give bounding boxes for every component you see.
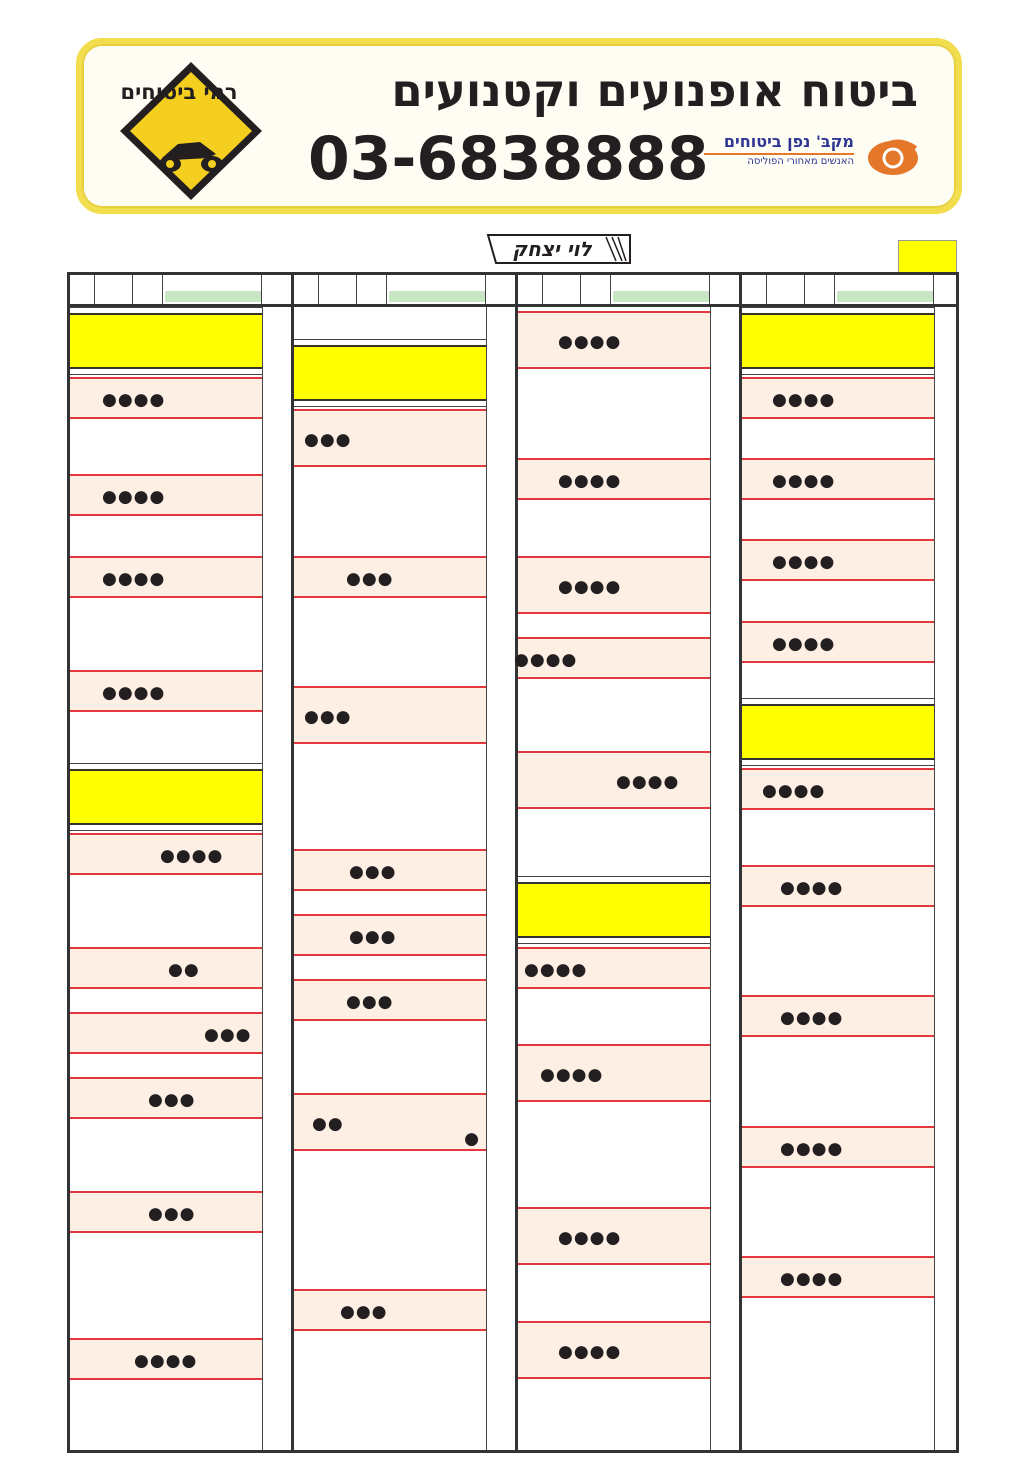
entry-row bbox=[742, 621, 934, 663]
column-strip-divider bbox=[262, 307, 263, 1450]
redacted-dots: ●●●● bbox=[160, 845, 224, 866]
redacted-dots: ●●●● bbox=[780, 877, 844, 898]
section-header-bar bbox=[70, 313, 262, 369]
header-green-field bbox=[837, 291, 933, 302]
header-green-field bbox=[613, 291, 709, 302]
section-header-bar bbox=[742, 704, 934, 760]
entry-row bbox=[70, 1338, 262, 1380]
header-cell bbox=[261, 275, 262, 304]
header-cell bbox=[95, 275, 133, 304]
banner-phone: 03-6838888 bbox=[308, 124, 709, 194]
entry-row bbox=[518, 1321, 710, 1379]
redacted-dots: ●●● bbox=[340, 1301, 388, 1322]
redacted-dots: ●●●● bbox=[102, 568, 166, 589]
redacted-dots: ●●●● bbox=[514, 649, 578, 670]
entry-row bbox=[518, 751, 710, 809]
redacted-dots: ●●● bbox=[148, 1203, 196, 1224]
schedule-grid bbox=[67, 272, 959, 1453]
redacted-dots: ●●●● bbox=[616, 771, 680, 792]
brand-tagline: האנשים מאחורי הפוליסה bbox=[704, 153, 854, 167]
section-header-bar bbox=[518, 882, 710, 938]
grid-column bbox=[70, 275, 291, 1450]
entry-row bbox=[294, 409, 486, 467]
entry-row bbox=[518, 311, 710, 369]
header-cell bbox=[518, 275, 543, 304]
redacted-dots: ●●●● bbox=[780, 1268, 844, 1289]
redacted-dots: ●●●● bbox=[772, 389, 836, 410]
advertisement-banner bbox=[76, 38, 962, 214]
header-cell bbox=[294, 275, 319, 304]
redacted-dots: ●●●● bbox=[780, 1138, 844, 1159]
header-cell bbox=[485, 275, 486, 304]
entry-row bbox=[742, 539, 934, 581]
redacted-dots: ●●●● bbox=[558, 1227, 622, 1248]
entry-row bbox=[294, 1093, 486, 1151]
header-cell bbox=[319, 275, 357, 304]
redacted-dots: ●●●● bbox=[780, 1007, 844, 1028]
redacted-dots: ●●●● bbox=[524, 959, 588, 980]
redacted-dots: ●●● bbox=[346, 568, 394, 589]
redacted-dots: ●●● bbox=[346, 991, 394, 1012]
redacted-dots: ●●●● bbox=[762, 780, 826, 801]
entry-row bbox=[70, 556, 262, 598]
entry-row bbox=[518, 947, 710, 989]
entry-row bbox=[70, 377, 262, 419]
redacted-dots: ●●● bbox=[304, 429, 352, 450]
redacted-dots: ●●●● bbox=[102, 486, 166, 507]
redacted-dots: ●●●● bbox=[558, 470, 622, 491]
redacted-dots: ●● bbox=[168, 959, 200, 980]
redacted-dots: ●●● bbox=[204, 1024, 252, 1045]
entry-row bbox=[518, 556, 710, 614]
redacted-dots: ●●●● bbox=[134, 1350, 198, 1371]
entry-row bbox=[70, 670, 262, 712]
section-header-bar bbox=[70, 769, 262, 825]
header-cell bbox=[709, 275, 710, 304]
entry-row bbox=[742, 865, 934, 907]
header-cell bbox=[767, 275, 805, 304]
entry-row bbox=[742, 458, 934, 500]
redacted-dots: ●● bbox=[312, 1113, 344, 1134]
grid-column bbox=[294, 275, 515, 1450]
section-header-bar bbox=[294, 345, 486, 401]
grid-column bbox=[742, 275, 963, 1450]
entry-row bbox=[70, 947, 262, 989]
entry-row bbox=[742, 995, 934, 1037]
redacted-dots: ●●●● bbox=[558, 331, 622, 352]
entry-row bbox=[294, 1289, 486, 1331]
header-cell bbox=[543, 275, 581, 304]
entry-row bbox=[742, 377, 934, 419]
section-header-bar bbox=[742, 313, 934, 369]
entry-row bbox=[294, 556, 486, 598]
column-strip-divider bbox=[486, 307, 487, 1450]
brand-block bbox=[704, 132, 854, 167]
entry-row bbox=[70, 1077, 262, 1119]
redacted-dots: ●●● bbox=[349, 861, 397, 882]
entry-row bbox=[742, 1256, 934, 1298]
name-tag-label: לוי יצחק bbox=[512, 237, 592, 261]
brand-logo-icon bbox=[866, 134, 920, 178]
header-cell bbox=[933, 275, 934, 304]
entry-row bbox=[742, 768, 934, 810]
header-cell bbox=[805, 275, 835, 304]
redacted-dots: ●●●● bbox=[772, 633, 836, 654]
redacted-dots: ●●● bbox=[349, 926, 397, 947]
redacted-dots: ●●●● bbox=[772, 551, 836, 572]
banner-title: ביטוח אופנועים וקטנועים bbox=[391, 64, 918, 117]
header-green-field bbox=[165, 291, 261, 302]
header-cell bbox=[357, 275, 387, 304]
entry-row bbox=[518, 458, 710, 500]
entry-row bbox=[742, 1126, 934, 1168]
redacted-dots: ●●●● bbox=[540, 1064, 604, 1085]
redacted-dots: ●●●● bbox=[558, 1341, 622, 1362]
corner-marker bbox=[898, 240, 957, 273]
header-cell bbox=[581, 275, 611, 304]
redacted-dots: ● bbox=[464, 1129, 480, 1149]
redacted-dots: ●●●● bbox=[102, 389, 166, 410]
entry-row bbox=[70, 1012, 262, 1054]
entry-row bbox=[514, 637, 710, 679]
entry-row bbox=[294, 849, 486, 891]
redacted-dots: ●●●● bbox=[102, 682, 166, 703]
redacted-dots: ●●● bbox=[304, 706, 352, 727]
redacted-dots: ●●●● bbox=[558, 576, 622, 597]
header-cell bbox=[70, 275, 95, 304]
entry-row bbox=[294, 914, 486, 956]
entry-row bbox=[294, 686, 486, 744]
column-strip-divider bbox=[934, 307, 935, 1450]
entry-row bbox=[70, 833, 262, 875]
entry-row bbox=[70, 474, 262, 516]
header-cell bbox=[133, 275, 163, 304]
header-cell bbox=[742, 275, 767, 304]
column-strip-divider bbox=[710, 307, 711, 1450]
redacted-dots: ●●●● bbox=[772, 470, 836, 491]
sign-label: רמי ביטוחים bbox=[120, 80, 238, 104]
brand-name: מקבּ' נפן ביטוחים bbox=[723, 132, 854, 151]
entry-row bbox=[70, 1191, 262, 1233]
header-green-field bbox=[389, 291, 485, 302]
entry-row bbox=[518, 1044, 710, 1102]
entry-row bbox=[294, 979, 486, 1021]
entry-row bbox=[518, 1207, 710, 1265]
grid-column bbox=[514, 275, 739, 1450]
redacted-dots: ●●● bbox=[148, 1089, 196, 1110]
